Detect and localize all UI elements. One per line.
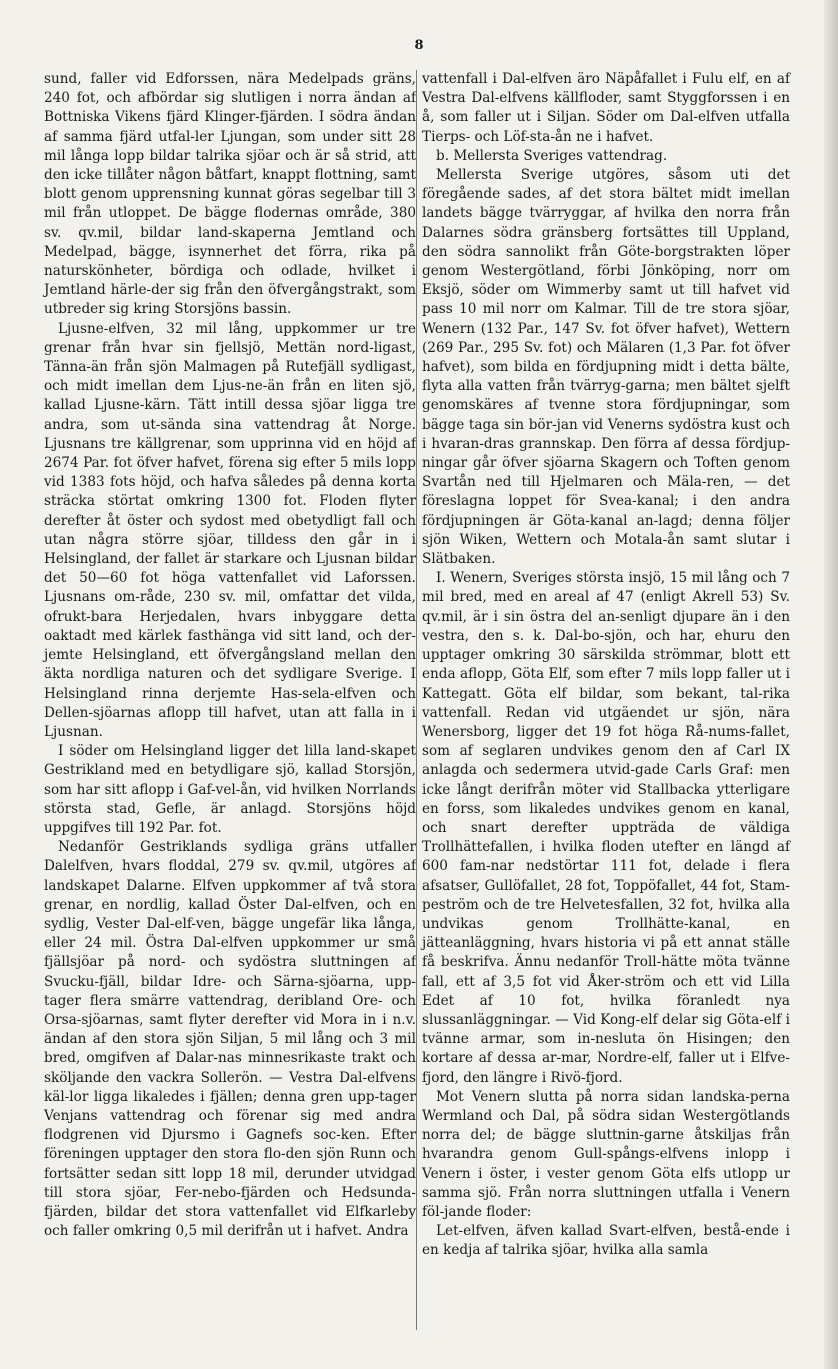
right-column [422,70,790,1261]
paragraph: sund, faller vid Edforssen, nära Medelpads gräns, 240 fot, och afbördar sig slutligen i norra ändan af Bottniska Vikens fjärd Klinger-fjärden. I södra ändan af samma fjärd utfal-ler Ljungan, som under sitt 28 mil långa lopp bildar talrika sjöar och är så strid, att den icke tillåter någon båtfart, knappt flottning, samt blott genom upprensning kunnat göras segelbar till 3 mil från utloppet. De bägge flodernas område, 380 sv. qv.mil, bildar land-skaperna Jemtland och Medelpad, bägge, isynnerhet det förra, rika på naturskönheter, bördiga och odlade, hvilket i Jemtland härle-der sig från den öfvergångstrakt, som utbreder sig kring Storsjöns bassin. [44,71,416,318]
page-number: 8 [414,38,424,53]
paragraph: Mot Venern slutta på norra sidan landska-perna Wermland och Dal, på södra sidan Westergötlands norra del; de bägge sluttnin-garne åtskiljas från hvarandra genom Gull-spångs-elfvens inlopp i Venern i öster, i vester genom Göta elfs utlopp ur samma sjö. Från norra sluttningen utfalla i Venern föl-jande floder: [422,1088,790,1220]
paragraph: Nedanför Gestriklands sydliga gräns utfaller Dalelfven, hvars floddal, 279 sv. qv.mil, utgöres af landskapet Dalarne. Elfven uppkommer af två stora grenar, en nordlig, kallad Öster Dal-elfven, och en sydlig, Vester Dal-elf-ven, bägge ungefär lika långa, eller 24 mil. Östra Dal-elfven uppkommer ur små fjällsjöar på nord- och sydöstra sluttningen af Svucku-fjäll, bildar Idre- och Särna-sjöarna, upp-tager flera smärre vattendrag, deribland Ore- och Orsa-sjöarnas, samt flyter derefter vid Mora in i n.v. ändan af den stora sjön Siljan, 5 mil lång och 3 mil bred, omgifven af Dalar-nas minnesrikaste trakt och sköljande den vackra Sollerön. — Vestra Dal-elfvens käl-lor ligga likaledes i fjällen; denna gren upp-tager Venjans vattendrag och förenar sig med andra flodgrenen vid Djursmo i Gagnefs soc-ken. Efter föreningen upptager den stora flo-den sjön Runn och fortsätter sedan sitt lopp 18 mil, derunder utvidgad till stora sjöar, Fer-nebo-fjärden och Hedsunda-fjärden, bildar det stora vattenfallet vid Elfkarleby och faller omkring 0,5 mil derifrån ut i hafvet. Andra [44,839,416,1240]
section-heading: b. Mellersta Sveriges vattendrag. [436,147,668,164]
left-column [44,70,416,1241]
paragraph: vattenfall i Dal-elfven äro Näpåfallet i Fulu elf, en af Vestra Dal-elfvens källfloder, samt Styggforssen i en å, som faller ut i Siljan. Söder om Dal-elfven utfalla Tierps- och Löf-sta-ån ne i hafvet. [422,71,790,145]
paragraph: I söder om Helsingland ligger det lilla land-skapet Gestrikland med en betydligare sjö, kallad Storsjön, som har sitt aflopp i Gaf-vel-ån, vid hvilken Norrlands största stad, Gefle, är anlagd. Storsjöns höjd uppgifves till 192 Par. fot. [44,743,416,836]
paragraph: Mellersta Sverige utgöres, såsom uti det föregående sades, af det stora bältet midt imellan landets bägge tvärryggar, af hvilka den norra från Dalarnes södra gränsberg fortsättes till Uppland, den södra sannolikt från Göte-borgstrakten löper genom Westergötland, förbi Jönköping, norr om Eksjö, söder om Wimmerby samt ut till hafvet vid pass 10 mil norr om Kalmar. Till de tre stora sjöar, Wenern (132 Par., 147 Sv. fot öfver hafvet), Wettern (269 Par., 295 Sv. fot) och Mälaren (1,3 Par. fot öfver hafvet), som bilda en fördjupning midt i detta bälte, flyta alla vatten från tvärryg-garna; men bältet sjelft genomskäres af tvenne stora fördjupningar, som bägge taga sin bör-jan vid Venerns sydöstra kust och i hvaran-dras grannskap. Den förra af dessa fördjup-ningar går öfver sjöarna Skagern och Toften genom Svartån ned till Hjelmaren och Mäla-ren, — det föreslagna loppet för Svea-kanal; i den andra fördjupningen är Göta-kanal an-lagd; denna följer sjön Wiken, Wettern och Motala-ån samt slutar i Slätbaken. [422,167,790,568]
paragraph: Ljusne-elfven, 32 mil lång, uppkommer ur tre grenar från hvar sin fjellsjö, Mettän nord-ligast, Tänna-än från sjön Malmagen på Rutefjäll sydligast, och midt imellan dem Ljus-ne-än från en liten sjö, kallad Ljusne-kärn. Tätt intill dessa sjöar ligga tre andra, som ut-sända sina vattendrag åt Norge. Ljusnans tre källgrenar, som upprinna vid en höjd af 2674 Par. fot öfver hafvet, förena sig efter 5 mils lopp vid 1383 fots höjd, och hafva således på denna korta sträcka störtat omkring 1300 fot. Floden flyter derefter åt öster och sydost med obetydligt fall och utan några större sjöar, tilldess den går in i Helsingland, der fallet är starkare och Ljusnan bildar det 50—60 fot höga vattenfallet vid Laforssen. Ljusnans om-råde, 230 sv. mil, omfattar det vilda, ofrukt-bara Herjedalen, hvars inbyggare detta oaktadt med kärlek fasthänga vid sitt land, och der-jemte Helsingland, ett öfvergångsland mellan den äkta nordliga naturen och det sydligare Sverige. I Helsingland rinna derjemte Has-sela-elfven och Dellen-sjöarnas aflopp till hafvet, utan att falla in i Ljusnan. [44,320,416,740]
paragraph: I. Wenern, Sveriges största insjö, 15 mil lång och 7 mil bred, med en areal af 47 (enligt Akrell 53) Sv. qv.mil, är i sin östra del an-senligt djupare än i den vestra, den s. k. Dal-bo-sjön, och har, ehuru den upptager omkring 30 särskilda strömmar, blott ett enda aflopp, Göta Elf, som efter 7 mils lopp faller ut i Kattegatt. Göta elf bildar, som bekant, tal-rika vattenfall. Redan vid utgäendet ur sjön, nära Wenersborg, ligger det 19 fot höga Rå-nums-fallet, som af seglaren undvikes genom den af Carl IX anlagda och sedermera utvid-gade Carls Graf: men icke långt derifrån möter vid Stallbacka ytterligare en forss, som likaledes undvikes genom en kanal, och snart derefter uppträda de väldiga Trollhättefallen, i hvilka floden utefter en längd af 600 fam-nar nedstörtar 111 fot, delade i flera afsatser, Gullöfallet, 28 fot, Toppöfallet, 44 fot, Stam-peström och de tre Helvetesfallen, 32 fot, hvilka alla undvikas genom Trollhätte-kanal, en jätteanläggning, hvars historia vi på ett annat ställe få beskrifva. Ännu nedanför Troll-hätte möta tvänne fall, ett af 3,5 fot vid Åker-ström och ett vid Lilla Edet af 10 fot, hvilka föranledt nya slussanläggningar. — Vid Kong-elf delar sig Göta-elf i tvänne armar, som in-nesluta ön Hisingen; den kortare af dessa ar-mar, Nordre-elf, faller ut i Elfve-fjord, den längre i Rivö-fjord. [422,570,790,1086]
paragraph: Let-elfven, äfven kallad Svart-elfven, bestå-ende i en kedja af talrika sjöar, hvilka alla samla [422,1223,790,1259]
page-edge [824,0,838,1369]
column-divider [416,70,417,1330]
